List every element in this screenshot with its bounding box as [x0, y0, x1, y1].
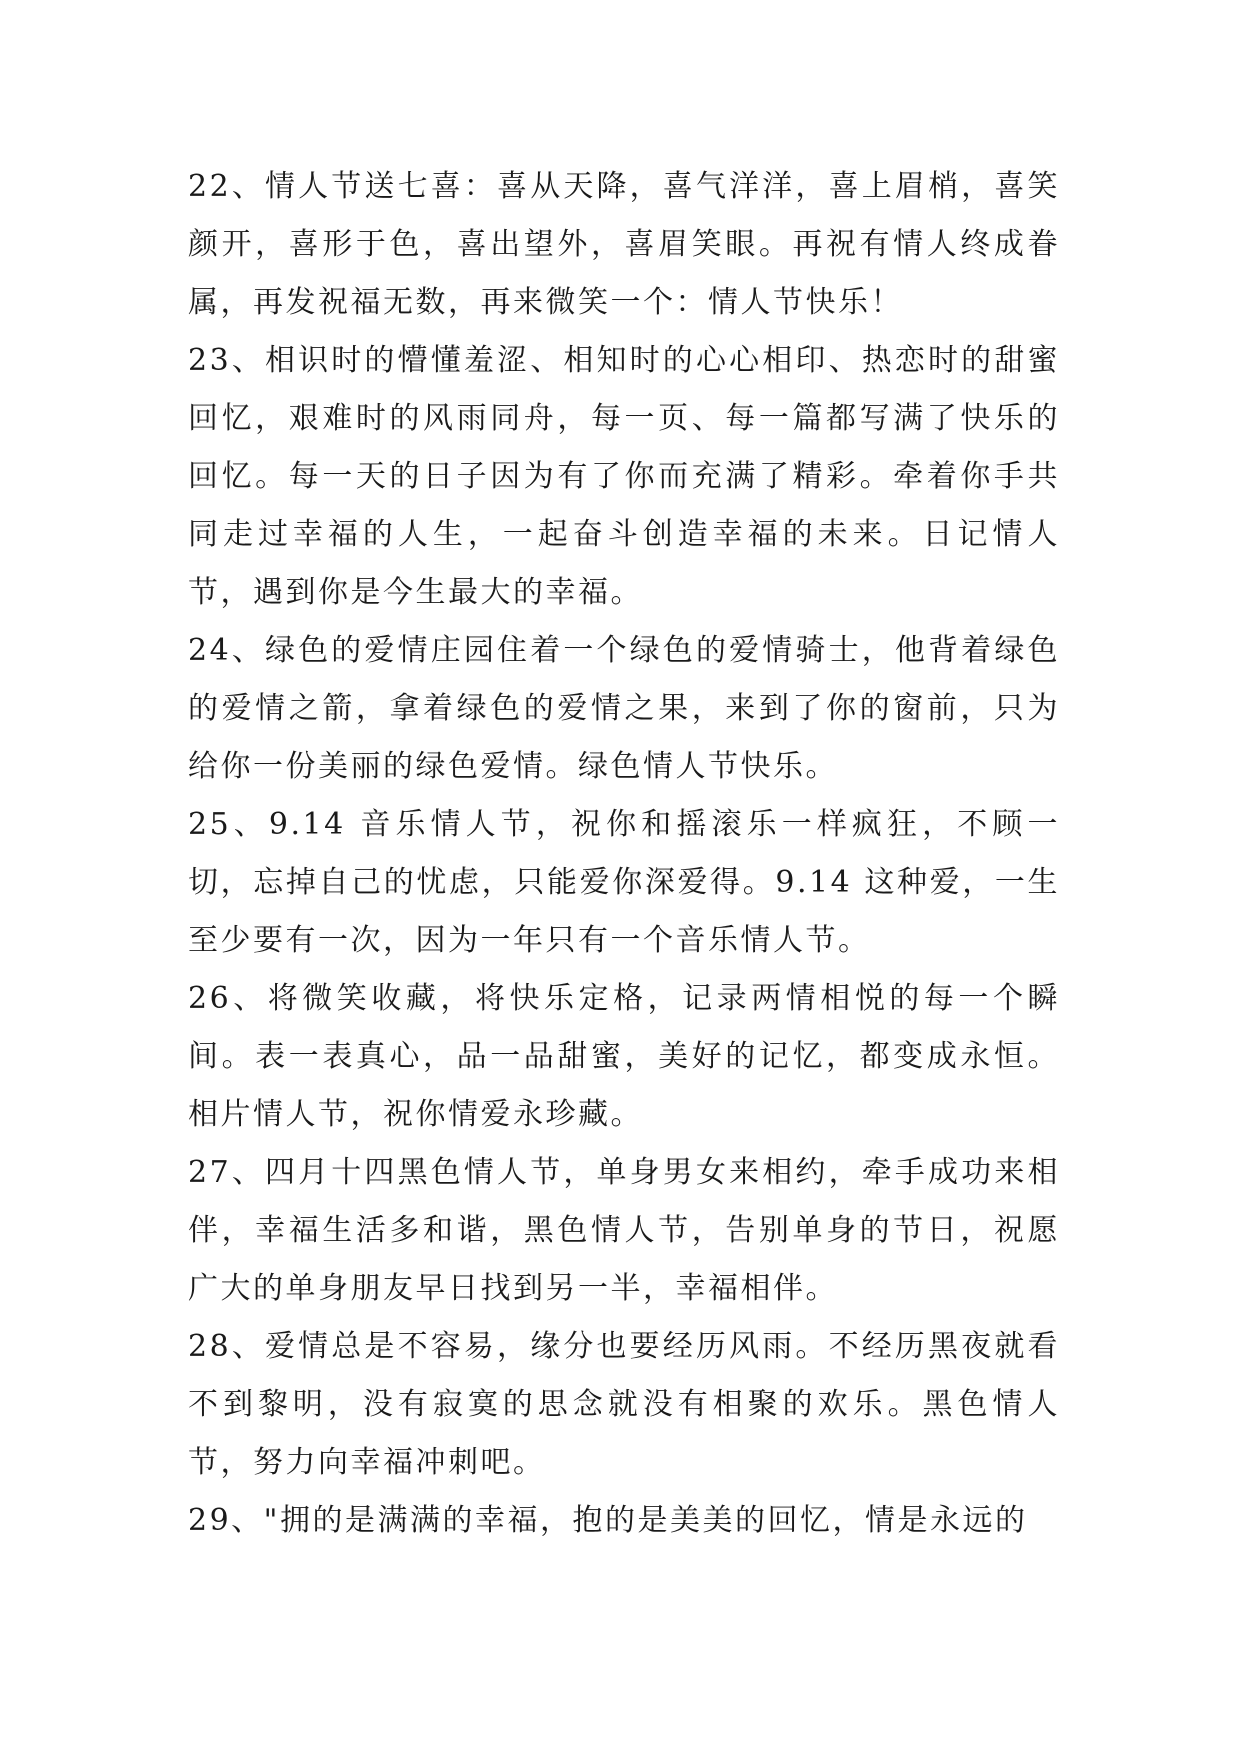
entry-25: 25、9.14 音乐情人节，祝你和摇滚乐一样疯狂，不顾一切，忘掉自己的忧虑，只能爱你深爱得。9.14 这种爱，一生至少要有一次，因为一年只有一个音乐情人节。: [188, 807, 1060, 958]
document-body: [188, 158, 1060, 1550]
entry-23: 23、相识时的懵懂羞涩、相知时的心心相印、热恋时的甜蜜回忆，艰难时的风雨同舟，每一页、每一篇都写满了快乐的回忆。每一天的日子因为有了你而充满了精彩。牵着你手共同走过幸福的人生，一起奋斗创造幸福的未来。日记情人节，遇到你是今生最大的幸福。: [188, 343, 1060, 610]
entry-22: 22、情人节送七喜：喜从天降，喜气洋洋，喜上眉梢，喜笑颜开，喜形于色，喜出望外，喜眉笑眼。再祝有情人终成眷属，再发祝福无数，再来微笑一个：情人节快乐！: [188, 169, 1060, 320]
entry-27: 27、四月十四黑色情人节，单身男女来相约，牵手成功来相伴，幸福生活多和谐，黑色情人节，告别单身的节日，祝愿广大的单身朋友早日找到另一半，幸福相伴。: [188, 1155, 1060, 1306]
entry-26: 26、将微笑收藏，将快乐定格，记录两情相悦的每一个瞬间。表一表真心，品一品甜蜜，美好的记忆，都变成永恒。相片情人节，祝你情爱永珍藏。: [188, 981, 1060, 1132]
entry-29: 29、"拥的是满满的幸福，抱的是美美的回忆，情是永远的: [188, 1503, 1028, 1538]
entry-28: 28、爱情总是不容易，缘分也要经历风雨。不经历黑夜就看不到黎明，没有寂寞的思念就没有相聚的欢乐。黑色情人节，努力向幸福冲刺吧。: [188, 1329, 1060, 1480]
entry-24: 24、绿色的爱情庄园住着一个绿色的爱情骑士，他背着绿色的爱情之箭，拿着绿色的爱情之果，来到了你的窗前，只为给你一份美丽的绿色爱情。绿色情人节快乐。: [188, 633, 1060, 784]
